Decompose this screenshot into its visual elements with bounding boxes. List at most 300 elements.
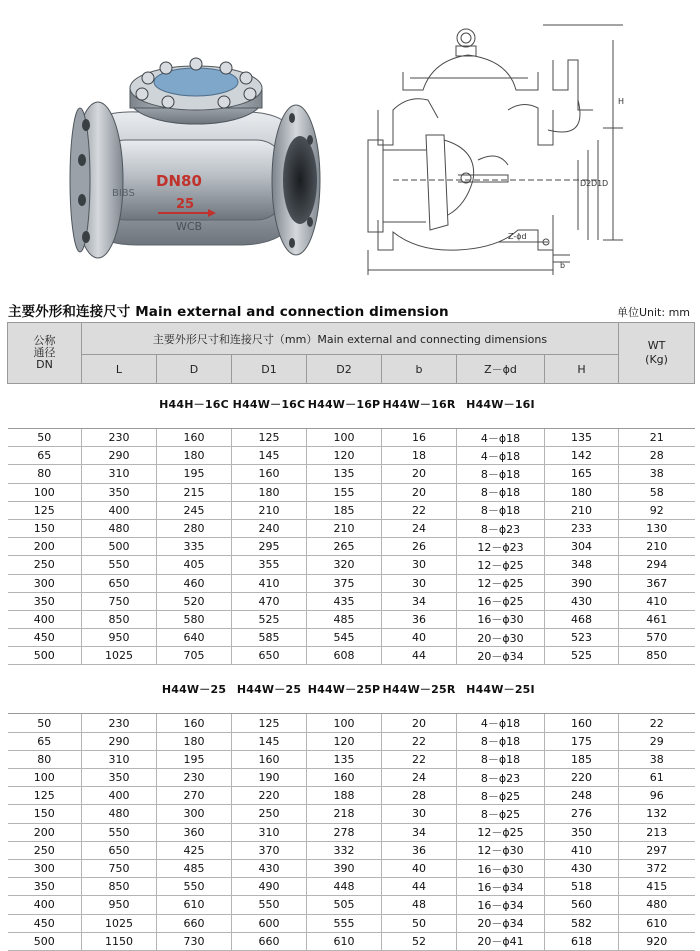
table-cell: 618 xyxy=(545,932,619,950)
table-cell: 22 xyxy=(382,501,457,519)
dim-label-d: D xyxy=(602,179,609,188)
table-cell: 40 xyxy=(382,629,457,647)
table-cell: 660 xyxy=(157,914,232,932)
table-cell: 92 xyxy=(619,501,695,519)
table-row xyxy=(8,932,695,950)
table-cell: 350 xyxy=(545,823,619,841)
table-cell: 120 xyxy=(307,732,382,750)
table-cell: 24 xyxy=(382,519,457,537)
table-body xyxy=(8,384,695,951)
table-cell: 610 xyxy=(307,932,382,950)
model-spacer xyxy=(82,394,157,414)
table-cell: 28 xyxy=(619,447,695,465)
table-cell: 100 xyxy=(8,769,82,787)
table-cell: 610 xyxy=(619,914,695,932)
table-cell: 435 xyxy=(307,592,382,610)
model-code: H44H－16C xyxy=(159,398,229,411)
table-cell: 265 xyxy=(307,538,382,556)
table-cell: 150 xyxy=(8,805,82,823)
table-cell: 22 xyxy=(382,750,457,768)
table-cell: 468 xyxy=(545,610,619,628)
table-row xyxy=(8,859,695,877)
table-cell: 40 xyxy=(382,859,457,877)
table-cell: 276 xyxy=(545,805,619,823)
table-cell: 160 xyxy=(157,714,232,732)
table-cell: 38 xyxy=(619,465,695,483)
table-cell: 500 xyxy=(82,538,157,556)
header-col-b: b xyxy=(382,355,457,384)
table-cell: 50 xyxy=(382,914,457,932)
table-cell: 400 xyxy=(82,787,157,805)
table-cell: 96 xyxy=(619,787,695,805)
table-cell: 450 xyxy=(8,629,82,647)
table-cell: 12－ϕ23 xyxy=(457,538,545,556)
dim-label-d1: D1 xyxy=(591,179,603,188)
header-col-z: Z－ϕd xyxy=(457,355,545,384)
table-cell: 160 xyxy=(157,429,232,447)
table-cell: 545 xyxy=(307,629,382,647)
table-cell: 16 xyxy=(382,429,457,447)
table-cell: 480 xyxy=(619,896,695,914)
table-row xyxy=(8,610,695,628)
table-cell: 350 xyxy=(8,592,82,610)
table-cell: 290 xyxy=(82,732,157,750)
table-cell: 250 xyxy=(8,841,82,859)
table-cell: 65 xyxy=(8,732,82,750)
table-cell: 295 xyxy=(232,538,307,556)
table-cell: 16－ϕ25 xyxy=(457,592,545,610)
table-cell: 160 xyxy=(307,769,382,787)
table-cell: 36 xyxy=(382,610,457,628)
table-cell: 135 xyxy=(307,750,382,768)
table-cell: 12－ϕ25 xyxy=(457,556,545,574)
model-row xyxy=(8,394,695,414)
header-dn xyxy=(8,323,82,384)
table-row xyxy=(8,750,695,768)
dimension-table xyxy=(7,322,695,951)
table-cell: 600 xyxy=(232,914,307,932)
table-cell: 8－ϕ18 xyxy=(457,465,545,483)
table-cell: 518 xyxy=(545,878,619,896)
table-cell: 950 xyxy=(82,629,157,647)
model-spacer xyxy=(8,394,82,414)
table-cell: 460 xyxy=(157,574,232,592)
table-cell: 120 xyxy=(307,447,382,465)
table-cell: 730 xyxy=(157,932,232,950)
model-spacer xyxy=(619,679,695,699)
table-cell: 278 xyxy=(307,823,382,841)
table-cell: 280 xyxy=(157,519,232,537)
table-cell: 250 xyxy=(232,805,307,823)
table-cell: 22 xyxy=(382,732,457,750)
table-cell: 430 xyxy=(232,859,307,877)
table-cell: 490 xyxy=(232,878,307,896)
table-cell: 26 xyxy=(382,538,457,556)
table-cell: 180 xyxy=(545,483,619,501)
header-dn-line2: 通径 xyxy=(33,346,56,359)
table-cell: 220 xyxy=(232,787,307,805)
table-cell: 145 xyxy=(232,447,307,465)
table-cell: 160 xyxy=(232,465,307,483)
header-col-d: D xyxy=(157,355,232,384)
table-cell: 210 xyxy=(232,501,307,519)
table-cell: 188 xyxy=(307,787,382,805)
table-cell: 500 xyxy=(8,647,82,665)
body-marking-dn: DN80 xyxy=(156,172,202,190)
table-cell: 8－ϕ23 xyxy=(457,769,545,787)
table-cell: 61 xyxy=(619,769,695,787)
table-cell: 950 xyxy=(82,896,157,914)
table-cell: 650 xyxy=(232,647,307,665)
table-cell: 367 xyxy=(619,574,695,592)
table-row xyxy=(8,914,695,932)
table-cell: 294 xyxy=(619,556,695,574)
table-cell: 8－ϕ18 xyxy=(457,501,545,519)
table-cell: 12－ϕ25 xyxy=(457,574,545,592)
table-cell: 28 xyxy=(382,787,457,805)
table-cell: 400 xyxy=(82,501,157,519)
dim-label-d2: D2 xyxy=(580,179,592,188)
table-cell: 610 xyxy=(157,896,232,914)
table-cell: 300 xyxy=(8,859,82,877)
header-col-d1: D1 xyxy=(232,355,307,384)
table-cell: 850 xyxy=(82,610,157,628)
table-cell: 550 xyxy=(82,823,157,841)
table-row xyxy=(8,538,695,556)
model-code: H44W－25R xyxy=(382,683,456,697)
table-cell: 58 xyxy=(619,483,695,501)
table-cell: 12－ϕ30 xyxy=(457,841,545,859)
table-cell: 390 xyxy=(545,574,619,592)
table-cell: 155 xyxy=(307,483,382,501)
table-cell: 20 xyxy=(382,465,457,483)
table-cell: 30 xyxy=(382,556,457,574)
table-cell: 24 xyxy=(382,769,457,787)
table-cell: 21 xyxy=(619,429,695,447)
table-cell: 125 xyxy=(8,787,82,805)
model-row xyxy=(8,679,695,699)
table-cell: 310 xyxy=(82,750,157,768)
table-cell: 660 xyxy=(232,932,307,950)
table-cell: 1150 xyxy=(82,932,157,950)
model-spacer xyxy=(545,679,619,699)
table-row xyxy=(8,805,695,823)
table-row xyxy=(8,592,695,610)
table-cell: 195 xyxy=(157,750,232,768)
table-cell: 8－ϕ23 xyxy=(457,519,545,537)
table-cell: 145 xyxy=(232,732,307,750)
table-cell: 142 xyxy=(545,447,619,465)
table-row xyxy=(8,732,695,750)
table-cell: 210 xyxy=(545,501,619,519)
table-cell: 220 xyxy=(545,769,619,787)
table-cell: 8－ϕ25 xyxy=(457,805,545,823)
valve-photo xyxy=(8,0,338,285)
table-cell: 370 xyxy=(232,841,307,859)
table-cell: 18 xyxy=(382,447,457,465)
table-cell: 210 xyxy=(619,538,695,556)
table-cell: 450 xyxy=(8,914,82,932)
table-cell: 80 xyxy=(8,750,82,768)
spacer-cell xyxy=(8,384,695,395)
table-cell: 180 xyxy=(232,483,307,501)
table-cell: 550 xyxy=(157,878,232,896)
table-cell: 480 xyxy=(82,805,157,823)
table-cell: 1025 xyxy=(82,914,157,932)
table-cell: 390 xyxy=(307,859,382,877)
table-cell: 218 xyxy=(307,805,382,823)
table-cell: 20 xyxy=(382,483,457,501)
table-cell: 523 xyxy=(545,629,619,647)
table-cell: 34 xyxy=(382,823,457,841)
table-cell: 16－ϕ34 xyxy=(457,878,545,896)
table-cell: 585 xyxy=(232,629,307,647)
table-row xyxy=(8,574,695,592)
table-cell: 485 xyxy=(157,859,232,877)
table-cell: 38 xyxy=(619,750,695,768)
group-separator xyxy=(8,665,695,680)
table-cell: 4－ϕ18 xyxy=(457,429,545,447)
table-row xyxy=(8,714,695,732)
table-cell: 200 xyxy=(8,823,82,841)
table-row xyxy=(8,501,695,519)
header-wt-line1: WT xyxy=(647,339,666,352)
header-col-l: L xyxy=(82,355,157,384)
table-cell: 270 xyxy=(157,787,232,805)
table-cell: 300 xyxy=(8,574,82,592)
table-cell: 705 xyxy=(157,647,232,665)
header-wt-line2: (Kg) xyxy=(645,353,668,366)
table-cell: 160 xyxy=(232,750,307,768)
table-cell: 304 xyxy=(545,538,619,556)
table-cell: 29 xyxy=(619,732,695,750)
table-row xyxy=(8,769,695,787)
table-cell: 850 xyxy=(619,647,695,665)
table-cell: 230 xyxy=(157,769,232,787)
table-cell: 350 xyxy=(82,769,157,787)
body-marking-side: BIBS xyxy=(112,188,135,199)
table-cell: 50 xyxy=(8,714,82,732)
table-cell: 8－ϕ18 xyxy=(457,483,545,501)
table-cell: 135 xyxy=(545,429,619,447)
table-cell: 135 xyxy=(307,465,382,483)
table-row xyxy=(8,447,695,465)
table-cell: 640 xyxy=(157,629,232,647)
header-col-d2: D2 xyxy=(307,355,382,384)
table-row xyxy=(8,556,695,574)
table-cell: 36 xyxy=(382,841,457,859)
table-cell: 410 xyxy=(545,841,619,859)
table-cell: 430 xyxy=(545,592,619,610)
table-row xyxy=(8,787,695,805)
dim-label-z: Z-ϕd xyxy=(508,232,527,241)
table-cell: 20－ϕ30 xyxy=(457,629,545,647)
body-marking-material: WCB xyxy=(176,220,203,233)
table-row xyxy=(8,519,695,537)
table-cell: 485 xyxy=(307,610,382,628)
model-code: H44W－25P xyxy=(307,683,381,697)
body-marking-pressure: 25 xyxy=(176,197,195,212)
table-cell: 150 xyxy=(8,519,82,537)
table-row xyxy=(8,465,695,483)
table-cell: 30 xyxy=(382,574,457,592)
table-cell: 175 xyxy=(545,732,619,750)
table-cell: 20 xyxy=(382,714,457,732)
table-cell: 290 xyxy=(82,447,157,465)
table-cell: 100 xyxy=(307,714,382,732)
model-code: H44W－16P xyxy=(307,398,381,411)
table-cell: 240 xyxy=(232,519,307,537)
table-cell: 80 xyxy=(8,465,82,483)
table-cell: 320 xyxy=(307,556,382,574)
table-row xyxy=(8,841,695,859)
table-cell: 20－ϕ34 xyxy=(457,914,545,932)
table-cell: 34 xyxy=(382,592,457,610)
table-cell: 250 xyxy=(8,556,82,574)
table-cell: 348 xyxy=(545,556,619,574)
model-code: H44W－25 xyxy=(236,683,302,697)
table-cell: 248 xyxy=(545,787,619,805)
model-spacer xyxy=(619,394,695,414)
table-cell: 30 xyxy=(382,805,457,823)
table-cell: 215 xyxy=(157,483,232,501)
table-cell: 190 xyxy=(232,769,307,787)
table-cell: 1025 xyxy=(82,647,157,665)
table-cell: 20－ϕ41 xyxy=(457,932,545,950)
table-cell: 461 xyxy=(619,610,695,628)
table-cell: 16－ϕ34 xyxy=(457,896,545,914)
table-cell: 4－ϕ18 xyxy=(457,447,545,465)
dim-label-b: b xyxy=(560,261,566,270)
table-cell: 230 xyxy=(82,714,157,732)
table-cell: 125 xyxy=(232,714,307,732)
table-cell: 310 xyxy=(232,823,307,841)
table-cell: 410 xyxy=(619,592,695,610)
model-code: H44W－25Ⅰ xyxy=(466,683,535,697)
table-cell: 570 xyxy=(619,629,695,647)
table-row xyxy=(8,629,695,647)
table-cell: 297 xyxy=(619,841,695,859)
table-cell: 550 xyxy=(82,556,157,574)
header-dn-line3: DN xyxy=(36,358,53,371)
table-cell: 65 xyxy=(8,447,82,465)
table-cell: 505 xyxy=(307,896,382,914)
table-cell: 850 xyxy=(82,878,157,896)
table-cell: 52 xyxy=(382,932,457,950)
table-cell: 650 xyxy=(82,574,157,592)
table-cell: 582 xyxy=(545,914,619,932)
table-cell: 100 xyxy=(8,483,82,501)
table-cell: 448 xyxy=(307,878,382,896)
table-row xyxy=(8,429,695,447)
table-cell: 48 xyxy=(382,896,457,914)
table-cell: 335 xyxy=(157,538,232,556)
table-cell: 8－ϕ18 xyxy=(457,732,545,750)
table-cell: 300 xyxy=(157,805,232,823)
table-cell: 415 xyxy=(619,878,695,896)
table-cell: 410 xyxy=(232,574,307,592)
technical-drawing xyxy=(348,0,698,285)
table-cell: 4－ϕ18 xyxy=(457,714,545,732)
table-cell: 195 xyxy=(157,465,232,483)
table-cell: 405 xyxy=(157,556,232,574)
header-col-h: H xyxy=(545,355,619,384)
dim-label-h: H xyxy=(618,97,625,106)
table-cell: 560 xyxy=(545,896,619,914)
table-cell: 44 xyxy=(382,647,457,665)
table-cell: 480 xyxy=(82,519,157,537)
model-spacer xyxy=(545,394,619,414)
table-cell: 210 xyxy=(307,519,382,537)
model-code: H44W－16C xyxy=(232,398,306,411)
table-cell: 160 xyxy=(545,714,619,732)
table-cell: 372 xyxy=(619,859,695,877)
table-cell: 430 xyxy=(545,859,619,877)
model-spacer xyxy=(82,679,157,699)
table-cell: 132 xyxy=(619,805,695,823)
table-row xyxy=(8,823,695,841)
table-cell: 650 xyxy=(82,841,157,859)
gap-cell xyxy=(8,414,695,429)
model-code: H44W－16R xyxy=(382,398,456,411)
table-cell: 12－ϕ25 xyxy=(457,823,545,841)
table-cell: 16－ϕ30 xyxy=(457,859,545,877)
table-cell: 375 xyxy=(307,574,382,592)
unit-label: 单位Unit: mm xyxy=(616,306,690,319)
table-cell: 125 xyxy=(8,501,82,519)
table-cell: 580 xyxy=(157,610,232,628)
table-cell: 525 xyxy=(545,647,619,665)
table-cell: 310 xyxy=(82,465,157,483)
table-cell: 233 xyxy=(545,519,619,537)
table-cell: 44 xyxy=(382,878,457,896)
table-cell: 185 xyxy=(545,750,619,768)
table-cell: 230 xyxy=(82,429,157,447)
table-cell: 332 xyxy=(307,841,382,859)
table-cell: 165 xyxy=(545,465,619,483)
table-cell: 470 xyxy=(232,592,307,610)
table-cell: 125 xyxy=(232,429,307,447)
dimension-table-container xyxy=(7,322,694,951)
table-cell: 16－ϕ30 xyxy=(457,610,545,628)
table-cell: 550 xyxy=(232,896,307,914)
header-dimensions: 主要外形尺寸和连接尺寸（mm）Main external and connecting dimensions xyxy=(82,323,619,355)
table-row xyxy=(8,878,695,896)
table-cell: 360 xyxy=(157,823,232,841)
table-cell: 400 xyxy=(8,610,82,628)
gap-cell xyxy=(8,699,695,714)
table-cell: 185 xyxy=(307,501,382,519)
table-row xyxy=(8,483,695,501)
table-cell: 750 xyxy=(82,859,157,877)
table-cell: 213 xyxy=(619,823,695,841)
section-title: 主要外形和连接尺寸 Main external and connection dimension xyxy=(8,304,449,320)
table-cell: 22 xyxy=(619,714,695,732)
model-code: H44W－25 xyxy=(161,683,227,697)
model-code: H44W－16Ⅰ xyxy=(466,398,535,411)
table-cell: 400 xyxy=(8,896,82,914)
table-cell: 920 xyxy=(619,932,695,950)
table-cell: 355 xyxy=(232,556,307,574)
table-cell: 180 xyxy=(157,447,232,465)
table-cell: 555 xyxy=(307,914,382,932)
table-cell: 20－ϕ34 xyxy=(457,647,545,665)
table-cell: 350 xyxy=(8,878,82,896)
header-weight xyxy=(619,323,695,384)
table-row xyxy=(8,647,695,665)
table-cell: 130 xyxy=(619,519,695,537)
table-cell: 425 xyxy=(157,841,232,859)
